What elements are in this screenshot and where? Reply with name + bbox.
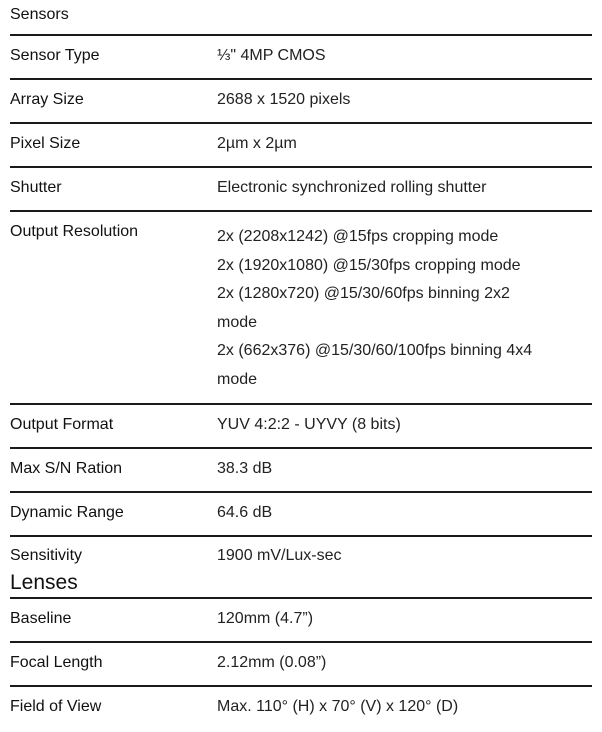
spec-row-sensor-type xyxy=(10,36,592,80)
spec-label: Output Resolution xyxy=(10,223,139,240)
spec-label: Array Size xyxy=(10,91,84,108)
resolution-line: 2x (2208x1242) @15fps cropping mode xyxy=(217,228,499,245)
spec-label: Focal Length xyxy=(10,653,103,671)
spec-value: ⅓" 4MP CMOS xyxy=(217,47,326,64)
spec-value: 38.3 dB xyxy=(217,459,273,477)
spec-row-field-of-view xyxy=(10,687,592,731)
lenses-section-title: Lenses xyxy=(10,569,592,599)
spec-value: Electronic synchronized rolling shutter xyxy=(217,179,487,196)
spec-value-multiline xyxy=(217,219,592,395)
spec-value: 1900 mV/Lux-sec xyxy=(217,546,342,564)
spec-value: 64.6 dB xyxy=(217,503,273,521)
resolution-line: mode xyxy=(217,370,258,388)
spec-row-focal-length xyxy=(10,643,592,687)
resolution-line: 2x (1920x1080) @15/30fps cropping mode xyxy=(217,256,521,274)
spec-label: Max S/N Ration xyxy=(10,459,123,477)
spec-label: Sensor Type xyxy=(10,47,100,64)
spec-label: Pixel Size xyxy=(10,135,81,152)
spec-value: Max. 110° (H) x 70° (V) x 120° (D) xyxy=(217,697,459,715)
spec-row-output-format xyxy=(10,405,592,449)
spec-value: 2.12mm (0.08”) xyxy=(217,653,327,671)
spec-row-array-size xyxy=(10,80,592,124)
spec-label: Field of View xyxy=(10,697,102,715)
spec-row-pixel-size xyxy=(10,124,592,168)
spec-row-max-sn-ratio xyxy=(10,449,592,493)
sensors-section-title: Sensors xyxy=(10,0,592,36)
spec-row-dynamic-range xyxy=(10,493,592,537)
spec-value: 2688 x 1520 pixels xyxy=(217,91,351,108)
spec-value: 120mm (4.7”) xyxy=(217,609,314,627)
spec-row-sensitivity xyxy=(10,537,592,571)
spec-row-output-resolution xyxy=(10,212,592,405)
spec-label: Baseline xyxy=(10,609,72,627)
spec-label: Shutter xyxy=(10,179,62,196)
resolution-line: mode xyxy=(217,313,258,331)
resolution-line: 2x (662x376) @15/30/60/100fps binning 4x4 xyxy=(217,342,533,360)
spec-value: 2µm x 2µm xyxy=(217,135,297,152)
resolution-line: 2x (1280x720) @15/30/60fps binning 2x2 xyxy=(217,285,510,303)
spec-label: Dynamic Range xyxy=(10,503,124,521)
spec-row-shutter xyxy=(10,168,592,212)
spec-label: Sensitivity xyxy=(10,546,83,564)
spec-label: Output Format xyxy=(10,415,114,433)
spec-table xyxy=(10,0,592,731)
spec-row-baseline xyxy=(10,599,592,643)
spec-value: YUV 4:2:2 - UYVY (8 bits) xyxy=(217,415,401,433)
